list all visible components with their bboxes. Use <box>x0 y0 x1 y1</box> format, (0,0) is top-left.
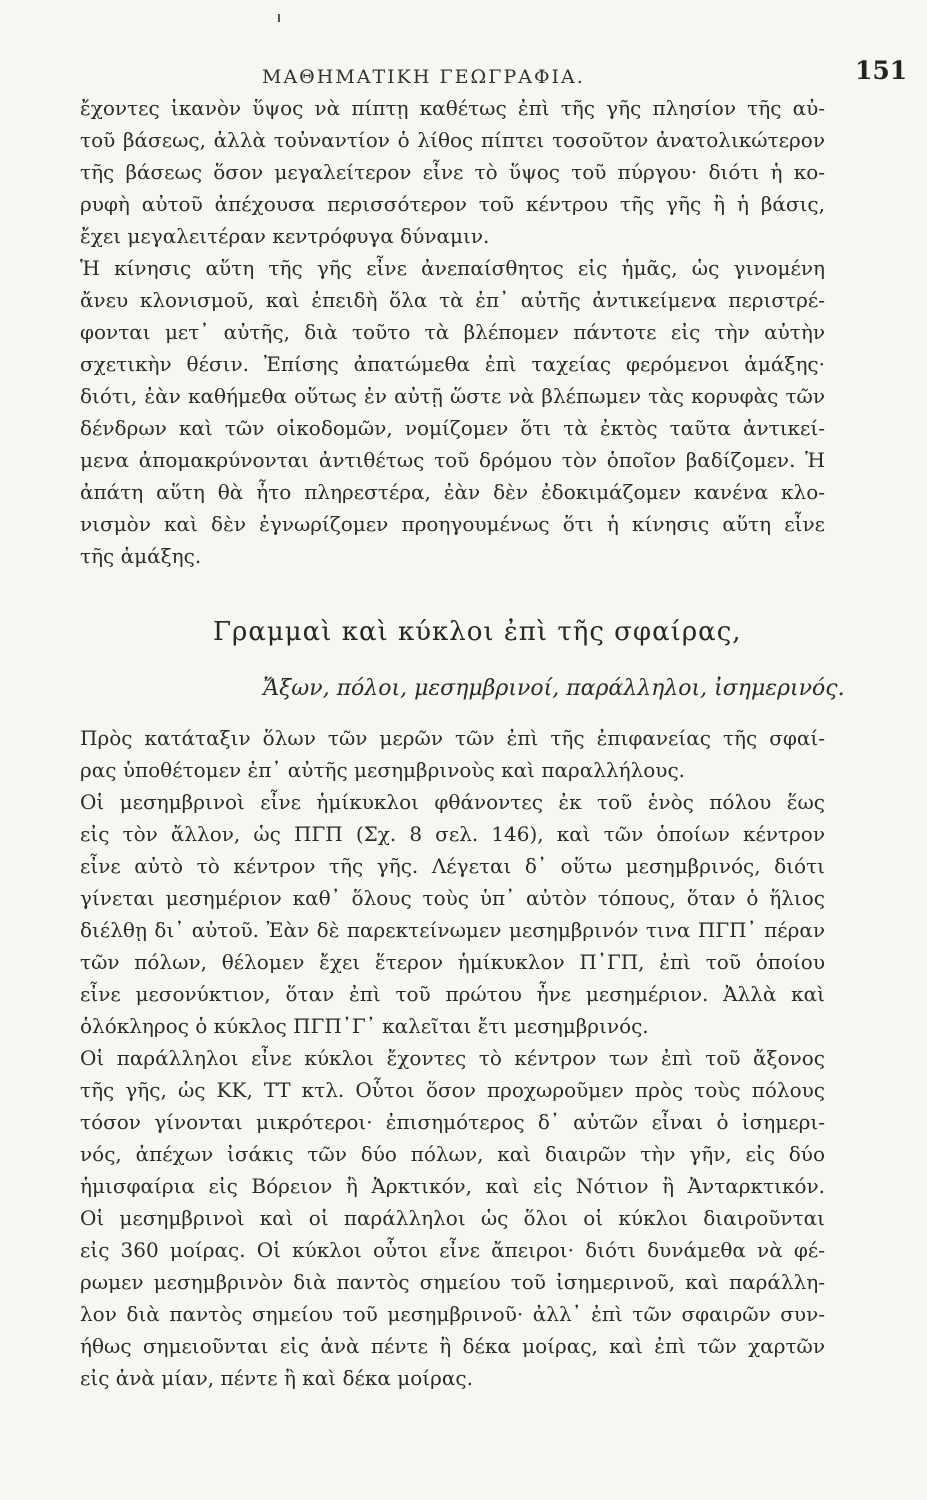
text-line: διέλθῃ δι᾽ αὐτοῦ. Ἐὰν δὲ παρεκτείνωμεν μεσημβρινόν τινα ΠΓΠ᾽ πέραν <box>80 918 825 942</box>
text-line: ρυφὴ αὐτοῦ ἀπέχουσα περισσότερον τοῦ κέντρου τῆς γῆς ἢ ἡ βάσις, <box>80 192 825 216</box>
section-heading: Γραμμαὶ καὶ κύκλοι ἐπὶ τῆς σφαίρας, <box>213 617 742 647</box>
text-line: ήθως σημειοῦνται εἰς ἀνὰ πέντε ἢ δέκα μοίρας, καὶ ἐπὶ τῶν χαρτῶν <box>80 1334 825 1358</box>
page-number: 151 <box>855 56 908 85</box>
text-line: ὁλόκληρος ὁ κύκλος ΠΓΠ᾽Γ᾽ καλεῖται ἔτι μεσημβρινός. <box>80 1014 649 1038</box>
text-line: τόσον γίνονται μικρότεροι· ἐπισημότερος δ᾽ αὐτῶν εἶναι ὁ ἰσημερι- <box>80 1110 825 1134</box>
text-line: σχετικὴν θέσιν. Ἐπίσης ἀπατώμεθα ἐπὶ ταχείας φερόμενοι ἁμάξης· <box>80 352 825 376</box>
text-line: ἡμισφαίρια εἰς Βόρειον ἢ Ἀρκτικόν, καὶ εἰς Νότιον ἢ Ἀνταρκτικόν. <box>80 1174 825 1198</box>
text-line: ἄνευ κλονισμοῦ, καὶ ἐπειδὴ ὅλα τὰ ἐπ᾽ αὐτῆς ἀντικείμενα περιστρέ- <box>80 288 825 312</box>
ink-mark <box>278 14 280 22</box>
text-line: διότι, ἐὰν καθήμεθα οὕτως ἐν αὐτῇ ὥστε νὰ βλέπωμεν τὰς κορυφὰς τῶν <box>80 384 825 408</box>
text-line: ἀπάτη αὕτη θὰ ἦτο πληρεστέρα, ἐὰν δὲν ἐδοκιμάζομεν κανένα κλο- <box>80 480 825 504</box>
text-line: εἰς 360 μοίρας. Οἱ κύκλοι οὗτοι εἶνε ἄπειροι· διότι δυνάμεθα νὰ φέ- <box>80 1238 825 1262</box>
text-line: μενα ἀπομακρύνονται ἀντιθέτως τοῦ δρόμου τὸν ὁποῖον βαδίζομεν. Ἡ <box>80 448 825 472</box>
text-line: ρας ὑποθέτομεν ἐπ᾽ αὐτῆς μεσημβρινοὺς καὶ παραλλήλους. <box>80 758 686 782</box>
text-line: τῆς ἁμάξης. <box>80 544 202 568</box>
text-line: γίνεται μεσημέριον καθ᾽ ὅλους τοὺς ὑπ᾽ αὐτὸν τόπους, ὅταν ὁ ἥλιος <box>80 886 825 910</box>
section-subheading: Ἄξων, πόλοι, μεσημβρινοί, παράλληλοι, ἰσημερινός. <box>263 676 845 701</box>
text-line: Οἱ μεσημβρινοὶ εἶνε ἡμίκυκλοι φθάνοντες ἐκ τοῦ ἑνὸς πόλου ἕως <box>80 790 825 814</box>
text-line: Ἡ κίνησις αὕτη τῆς γῆς εἶνε ἀνεπαίσθητος εἰς ἡμᾶς, ὡς γινομένη <box>80 256 825 280</box>
text-line: τῶν πόλων, θέλομεν ἔχει ἕτερον ἡμίκυκλον Π᾽ΓΠ, ἐπὶ τοῦ ὁποίου <box>80 950 825 974</box>
text-line: ἔχοντες ἱκανὸν ὕψος νὰ πίπτῃ καθέτως ἐπὶ τῆς γῆς πλησίον τῆς αὐ- <box>80 96 825 120</box>
text-line: τῆς βάσεως ὅσον μεγαλείτερον εἶνε τὸ ὕψος τοῦ πύργου· διότι ἡ κο- <box>80 160 825 184</box>
text-line: ρωμεν μεσημβρινὸν διὰ παντὸς σημείου τοῦ ἰσημερινοῦ, καὶ παράλλη- <box>80 1270 825 1294</box>
text-line: λον διὰ παντὸς σημείου τοῦ μεσημβρινοῦ· ἀλλ᾽ ἐπὶ τῶν σφαιρῶν συν- <box>80 1302 825 1326</box>
text-line: τῆς γῆς, ὡς ΚΚ, ΤΤ κτλ. Οὗτοι ὅσον προχωροῦμεν πρὸς τοὺς πόλους <box>80 1078 825 1102</box>
text-line: τοῦ βάσεως, ἀλλὰ τοὐναντίον ὁ λίθος πίπτει τοσοῦτον ἀνατολικώτερον <box>80 128 825 152</box>
text-line: φονται μετ᾽ αὐτῆς, διὰ τοῦτο τὰ βλέπομεν πάντοτε εἰς τὴν αὐτὴν <box>80 320 825 344</box>
text-line: εἶνε αὐτὸ τὸ κέντρον τῆς γῆς. Λέγεται δ᾽ οὕτω μεσημβρινός, διότι <box>80 854 825 878</box>
text-line: Πρὸς κατάταξιν ὅλων τῶν μερῶν τῶν ἐπὶ τῆς ἐπιφανείας τῆς σφαί- <box>80 726 825 750</box>
text-line: Οἱ μεσημβρινοὶ καὶ οἱ παράλληλοι ὡς ὅλοι οἱ κύκλοι διαιροῦνται <box>80 1206 825 1230</box>
running-header-title: ΜΑΘΗΜΑΤΙΚΗ ΓΕΩΓΡΑΦΙΑ. <box>262 66 585 88</box>
text-line: εἰς τὸν ἄλλον, ὡς ΠΓΠ (Σχ. 8 σελ. 146), καὶ τῶν ὁποίων κέντρον <box>80 822 825 846</box>
text-line: εἰς ἀνὰ μίαν, πέντε ἢ καὶ δέκα μοίρας. <box>80 1366 473 1390</box>
text-line: νισμὸν καὶ δὲν ἐγνωρίζομεν προηγουμένως ὅτι ἡ κίνησις αὕτη εἶνε <box>80 512 825 536</box>
text-line: νός, ἀπέχων ἰσάκις τῶν δύο πόλων, καὶ διαιρῶν τὴν γῆν, εἰς δύο <box>80 1142 825 1166</box>
text-line: εἶνε μεσονύκτιον, ὅταν ἐπὶ τοῦ πρώτου ἦνε μεσημέριον. Ἀλλὰ καὶ <box>80 982 825 1006</box>
text-line: δένδρων καὶ τῶν οἰκοδομῶν, νομίζομεν ὅτι τὰ ἐκτὸς ταῦτα ἀντικεί- <box>80 416 825 440</box>
text-line: ἔχει μεγαλειτέραν κεντρόφυγα δύναμιν. <box>80 224 490 248</box>
text-line: Οἱ παράλληλοι εἶνε κύκλοι ἔχοντες τὸ κέντρον των ἐπὶ τοῦ ἄξονος <box>80 1046 825 1070</box>
